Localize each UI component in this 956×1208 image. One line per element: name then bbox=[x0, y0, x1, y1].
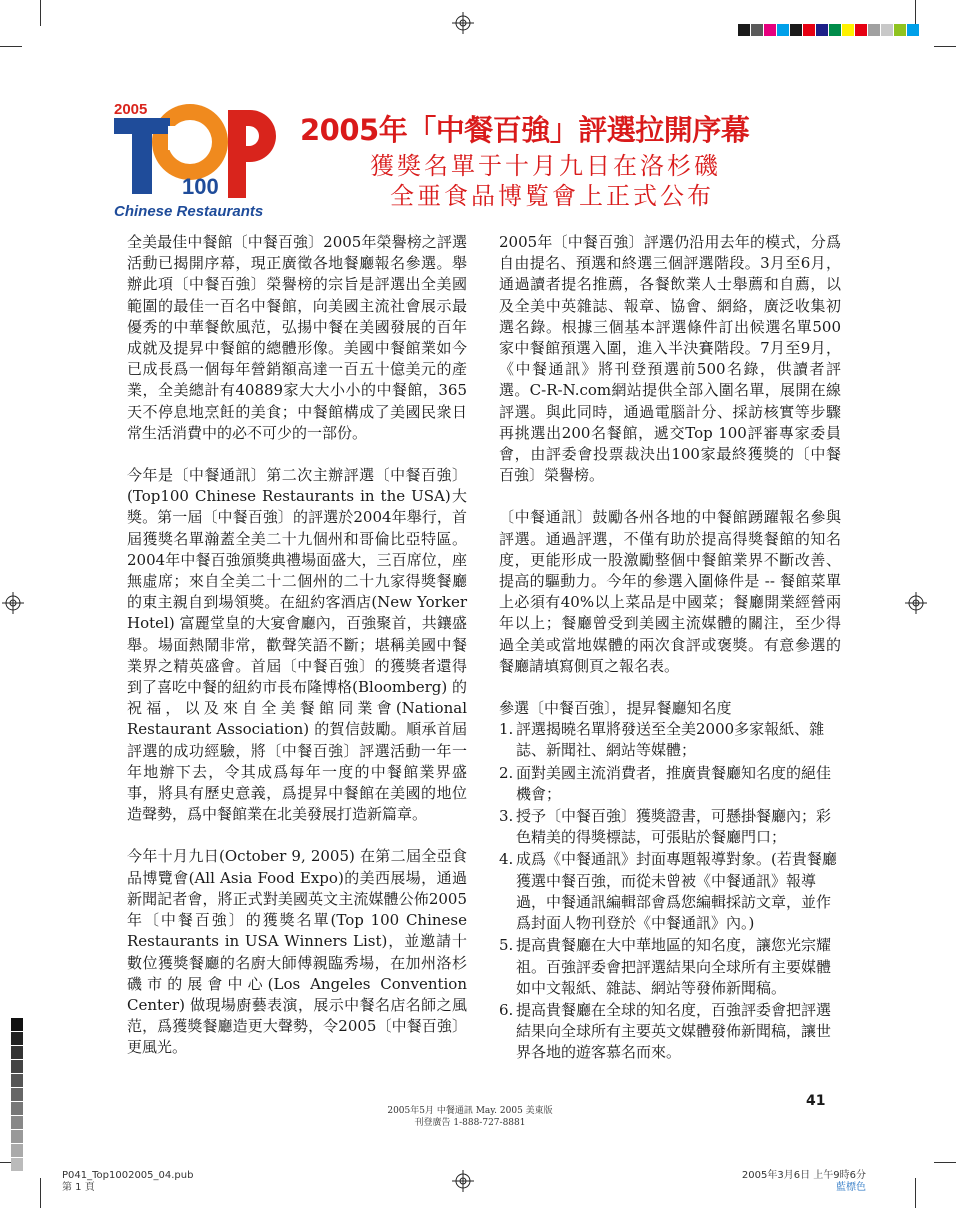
logo-caption: Chinese Restaurants bbox=[114, 203, 264, 220]
slug-color: 藍標色 bbox=[836, 1182, 866, 1193]
gray-swatch bbox=[11, 1102, 23, 1115]
print-slug-left bbox=[62, 1170, 193, 1194]
crop-mark-top-left-v bbox=[40, 0, 41, 26]
gray-swatch bbox=[11, 1158, 23, 1171]
gray-swatch bbox=[11, 1060, 23, 1073]
footer-issue-line: 2005年5月 中餐通訊 May. 2005 美東版 bbox=[387, 1106, 553, 1116]
list-item bbox=[499, 719, 841, 761]
benefits-list bbox=[499, 719, 841, 1063]
gray-swatch bbox=[11, 1130, 23, 1143]
paragraph-entry-criteria: 〔中餐通訊〕鼓勵各州各地的中餐館踴躍報名參與評選。通過評選，不僅有助於提高得獎餐館的知名度，更能形成一股激勵整個中餐館業界不斷改善、提高的驅動力。今年的參選入圍條件是 -- 餐館菜單上必須有40%以上菜品是中國菜；餐廳開業經營兩年以上；餐廳曾受到美國主流媒體的關注，至少得過全美或當地媒體的兩次食評或褒獎。有意參選的餐廳請填寫側頁之報名表。 bbox=[499, 508, 841, 675]
list-item-text: 評選揭曉名單將發送至全美2000多家報紙、雜誌、新聞社、網站等媒體； bbox=[516, 720, 825, 760]
color-swatch bbox=[855, 24, 867, 36]
color-swatch bbox=[829, 24, 841, 36]
gray-swatch bbox=[11, 1088, 23, 1101]
registration-mark-left-icon bbox=[2, 592, 24, 614]
list-item bbox=[499, 1000, 841, 1064]
headline-subtitle-line-2: 全亜食品博覧會上正式公布 bbox=[390, 182, 714, 210]
footer-issue-info bbox=[360, 1105, 580, 1129]
list-item-text: 提高貴餐廳在大中華地區的知名度，讓您光宗耀祖。百強評委會把評選結果向全球所有主要媒體如中文報紙、雜誌、網站等發佈新聞稿。 bbox=[516, 936, 832, 997]
color-swatch bbox=[803, 24, 815, 36]
crop-mark-bottom-right-h bbox=[934, 1162, 956, 1163]
list-item-number: 6. bbox=[499, 1000, 514, 1019]
color-swatch bbox=[868, 24, 880, 36]
headline-subtitle-line-1: 獲獎名單于十月九日在洛杉磯 bbox=[370, 152, 721, 180]
crop-mark-bottom-right-v bbox=[915, 1178, 916, 1208]
list-item bbox=[499, 806, 841, 848]
color-swatch bbox=[738, 24, 750, 36]
list-item-text: 提高貴餐廳在全球的知名度，百強評委會把評選結果向全球所有主要英文媒體發佈新聞稿，讓世界各地的遊客慕名而來。 bbox=[516, 1000, 832, 1062]
article-right-column bbox=[499, 232, 841, 1065]
slug-page: 第 1 頁 bbox=[62, 1182, 95, 1193]
article-left-column bbox=[127, 232, 467, 1080]
benefits-heading: 參選〔中餐百強〕，提昇餐廳知名度 bbox=[499, 699, 732, 718]
list-item-text: 面對美國主流消費者，推廣貴餐廳知名度的絕佳機會； bbox=[516, 763, 832, 803]
print-slug-right bbox=[736, 1170, 866, 1194]
list-item-number: 1. bbox=[499, 720, 514, 739]
color-swatch bbox=[751, 24, 763, 36]
list-item-text: 成爲《中餐通訊》封面專題報導對象。(若貴餐廳獲選中餐百強，而從未曾被《中餐通訊》報導過，中餐通訊編輯部會爲您編輯採訪文章，並作爲封面人物刊登於《中餐通訊》內。) bbox=[516, 850, 837, 933]
logo-number: 100 bbox=[182, 174, 219, 199]
color-swatch bbox=[894, 24, 906, 36]
paragraph-announcement: 今年十月九日(October 9, 2005) 在第二屆全亞食品博覽會(All Asia Food Expo)的美西展場，通過新聞記者會，將正式對美國英文主流媒體公佈2005年〔中餐百強〕的獲獎名單(Top 100 Chinese Restaurants in USA Winners List)，並邀請十數位獲獎餐廳的名廚大師傅親臨秀場，在加州洛杉磯市的展會中心(Los Angeles Convention Center) 做現場廚藝表演，展示中餐名店名師之風范，爲獲獎餐廳造更大聲勢，令2005〔中餐百強〕更風光。 bbox=[127, 847, 467, 1057]
slug-date: 2005年3月6日 上午9時6分 bbox=[741, 1170, 866, 1181]
gray-swatch bbox=[11, 1018, 23, 1031]
registration-mark-top-icon bbox=[452, 12, 474, 34]
crop-mark-top-right-v bbox=[915, 0, 916, 26]
color-swatch bbox=[816, 24, 828, 36]
list-item-number: 5. bbox=[499, 936, 514, 955]
registration-mark-bottom-icon bbox=[452, 1170, 474, 1192]
registration-mark-right-icon bbox=[905, 592, 927, 614]
color-swatch bbox=[790, 24, 802, 36]
logo-year: 2005 bbox=[114, 101, 148, 118]
paragraph-history: 今年是〔中餐通訊〕第二次主辦評選〔中餐百強〕(Top100 Chinese Restaurants in the USA)大獎。第一屆〔中餐百強〕的評選於2004年舉行，首屆獲獎名單瀚蓋全美二十九個州和哥倫比亞特區。2004年中餐百強頒獎典禮場面盛大，三百席位，座無虛席；來自全美二十二個州的二十九家得獎餐廳的東主親自到場領獎。在紐約客酒店(New Yorker Hotel) 富麗堂皇的大宴會廳內，百強聚首，共鑲盛舉。場面熱鬧非常，歡聲笑語不斷；堪稱美國中餐業界之精英盛會。首屆〔中餐百強〕的獲獎者還得到了喜吃中餐的紐約市長布隆博格(Bloomberg) 的祝福，以及來自全美餐館同業會(National Restaurant Association) 的賀信鼓勵。順承首屆評選的成功經驗，將〔中餐百強〕評選活動一年一年地辦下去，令其成爲每年一度的中餐館業界盛事，將具有歷史意義，爲提昇中餐館在美國的地位造聲勢，爲中餐館業在北美發展打造新篇章。 bbox=[127, 466, 467, 824]
gray-swatch bbox=[11, 1032, 23, 1045]
color-swatch bbox=[907, 24, 919, 36]
crop-mark-top-right-h bbox=[934, 46, 956, 47]
gray-swatch bbox=[11, 1116, 23, 1129]
crop-mark-bottom-left-v bbox=[40, 1178, 41, 1208]
list-item bbox=[499, 849, 841, 934]
list-item-text: 授予〔中餐百強〕獲獎證書，可懸掛餐廳內；彩色精美的得獎標誌，可張貼於餐廳門口； bbox=[516, 807, 832, 847]
page-number: 41 bbox=[806, 1093, 826, 1109]
gray-swatch bbox=[11, 1046, 23, 1059]
list-item bbox=[499, 935, 841, 999]
paragraph-intro: 全美最佳中餐館〔中餐百強〕2005年榮譽榜之評選活動已揭開序幕，現正廣徵各地餐廳報名參選。舉辦此項〔中餐百強〕榮譽榜的宗旨是評選出全美國範圍的最佳一百名中餐館，向美國主流社會展示最優秀的中華餐飲風范，弘揚中餐在美國發展的百年成就及提昇中餐館的總體形像。美國中餐館業如今已成長爲一個每年營銷額高達一百五十億美元的產業，全美總計有40889家大大小小的中餐館，365天不停息地烹飪的美食；中餐館構成了美國民衆日常生活消費中的必不可少的一部份。 bbox=[127, 233, 467, 442]
color-swatch bbox=[842, 24, 854, 36]
paragraph-selection-process: 2005年〔中餐百強〕評選仍沿用去年的模式，分爲自由提名、預選和終選三個評選階段。3月至6月，通過讀者提名推薦，各餐飲業人士舉薦和自薦，以及全美中英雜誌、報章、協會、網絡，廣泛收集初選名錄。根據三個基本評選條件訂出候選名單500家中餐館預選入圍，進入半決賽階段。7月至9月，《中餐通訊》將刊登預選前500名錄，供讀者評選。C-R-N.com網站提供全部入圍名單，展開在線評選。與此同時，通過電腦計分、採訪核實等步驟再挑選出200名餐館，遞交Top 100評審專家委員會，由評委會投票裁決出100家最終獲獎的〔中餐百強〕榮譽榜。 bbox=[499, 233, 841, 485]
list-item-number: 4. bbox=[499, 850, 514, 869]
gray-swatch bbox=[11, 1074, 23, 1087]
color-calibration-bar bbox=[738, 24, 920, 36]
slug-file-name: P041_Top1002005_04.pub bbox=[62, 1170, 194, 1181]
crop-mark-top-left-h bbox=[0, 46, 22, 47]
gray-swatch bbox=[11, 1144, 23, 1157]
list-item-number: 3. bbox=[499, 807, 514, 826]
top100-logo bbox=[110, 90, 285, 220]
headline-title: 2005年「中餐百強」評選拉開序幕 bbox=[300, 113, 750, 147]
footer-ad-line: 刊登廣告 1-888-727-8881 bbox=[414, 1118, 526, 1128]
gray-calibration-bar bbox=[11, 1018, 23, 1172]
color-swatch bbox=[777, 24, 789, 36]
color-swatch bbox=[764, 24, 776, 36]
list-item-number: 2. bbox=[499, 763, 514, 782]
list-item bbox=[499, 763, 841, 805]
color-swatch bbox=[881, 24, 893, 36]
